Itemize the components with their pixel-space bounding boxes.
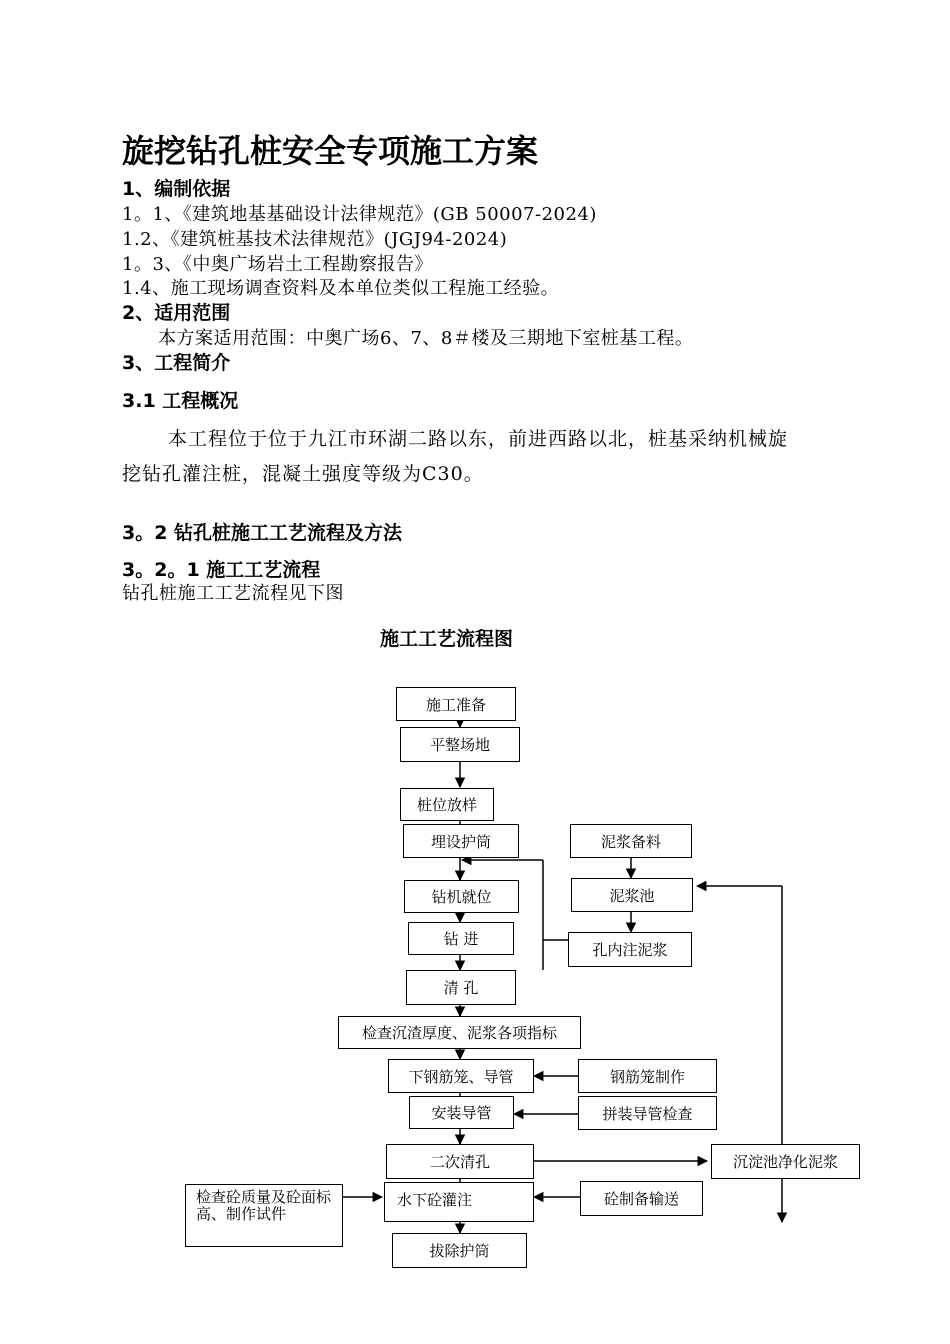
- side-mud-material: [570, 824, 692, 858]
- step-label: 水下砼灌注: [397, 1191, 473, 1209]
- step-label: 二次清孔: [429, 1153, 490, 1171]
- step-second-cleaning: [386, 1144, 534, 1179]
- step-site-leveling: [400, 727, 520, 762]
- step-label: 钻机就位: [431, 888, 492, 906]
- step-hole-cleaning: [406, 970, 516, 1005]
- document-title: 旋挖钻孔桩安全专项施工方案: [122, 132, 539, 170]
- step-pile-staking: [400, 788, 494, 821]
- step-label: 沉淀池净化泥浆: [732, 1153, 838, 1171]
- step-construction-prep: [396, 687, 516, 721]
- side-cage-fabrication: [578, 1059, 717, 1093]
- reference-item: 1.4、施工现场调查资料及本单位类似工程施工经验。: [122, 278, 560, 299]
- step-label: 泥浆备料: [600, 832, 661, 851]
- step-inspect-sediment: [338, 1016, 581, 1049]
- step-label: 施工准备: [425, 695, 486, 714]
- step-label: 埋设护筒: [430, 832, 491, 851]
- section-3-2-heading: 3。2 钻孔桩施工工艺流程及方法: [122, 522, 403, 544]
- section-2-heading: 2、适用范围: [122, 302, 231, 324]
- section-3-heading: 3、工程简介: [122, 352, 231, 374]
- step-bury-casing: [403, 824, 519, 858]
- flowchart-title: 施工工艺流程图: [380, 628, 514, 650]
- step-label: 检查沉渣厚度、泥浆各项指标: [361, 1024, 557, 1042]
- overview-paragraph-line: 挖钻孔灌注桩，混凝土强度等级为C30。: [122, 463, 484, 485]
- step-label: 下钢筋笼、导管: [408, 1067, 514, 1086]
- scope-text: 本方案适用范围：中奥广场6、7、8＃楼及三期地下室桩基工程。: [158, 328, 694, 349]
- overview-paragraph-line: 本工程位于位于九江市环湖二路以东，前进西路以北，桩基采纳机械旋: [168, 428, 789, 450]
- side-concrete-supply: [580, 1181, 703, 1216]
- side-concrete-quality-check: [185, 1184, 343, 1247]
- step-remove-casing: [392, 1233, 527, 1268]
- reference-item: 1.2、《建筑桩基技术法律规范》(JGJ94-2024): [122, 229, 508, 250]
- side-mud-injection: [568, 932, 692, 967]
- section-3-1-heading: 3.1 工程概况: [122, 390, 239, 412]
- step-lower-cage: [388, 1059, 534, 1093]
- step-drilling: [408, 922, 514, 955]
- step-rig-positioning: [404, 880, 519, 913]
- step-label: 钻 进: [443, 930, 479, 948]
- step-label: 清 孔: [443, 979, 479, 997]
- step-underwater-pouring: [384, 1182, 534, 1222]
- step-label: 钢筋笼制作: [609, 1067, 685, 1086]
- step-install-pipe: [409, 1096, 514, 1129]
- step-label: 砼制备输送: [603, 1190, 679, 1208]
- step-label: 安装导管: [431, 1104, 492, 1122]
- step-label: 拔除护筒: [429, 1242, 490, 1260]
- step-label: 平整场地: [429, 736, 490, 754]
- flowchart-intro-text: 钻孔桩施工工艺流程见下图: [122, 583, 344, 604]
- reference-item: 1。1、《建筑地基基础设计法律规范》(GB 50007-2024): [122, 204, 597, 225]
- step-label: 桩位放样: [416, 796, 477, 814]
- section-1-heading: 1、编制依据: [122, 178, 231, 200]
- reference-item: 1。3、《中奥广场岩土工程勘察报告》: [122, 254, 433, 275]
- section-3-2-1-heading: 3。2。1 施工工艺流程: [122, 559, 321, 581]
- step-label: 拼装导管检查: [602, 1104, 693, 1123]
- step-label: 孔内注泥浆: [592, 941, 668, 959]
- step-label: 检查砼质量及砼面标高、制作试件: [196, 1188, 332, 1223]
- side-settling-pool: [711, 1144, 860, 1179]
- side-pipe-inspection: [578, 1096, 717, 1130]
- step-label: 泥浆池: [609, 886, 655, 905]
- side-mud-pool: [571, 878, 693, 912]
